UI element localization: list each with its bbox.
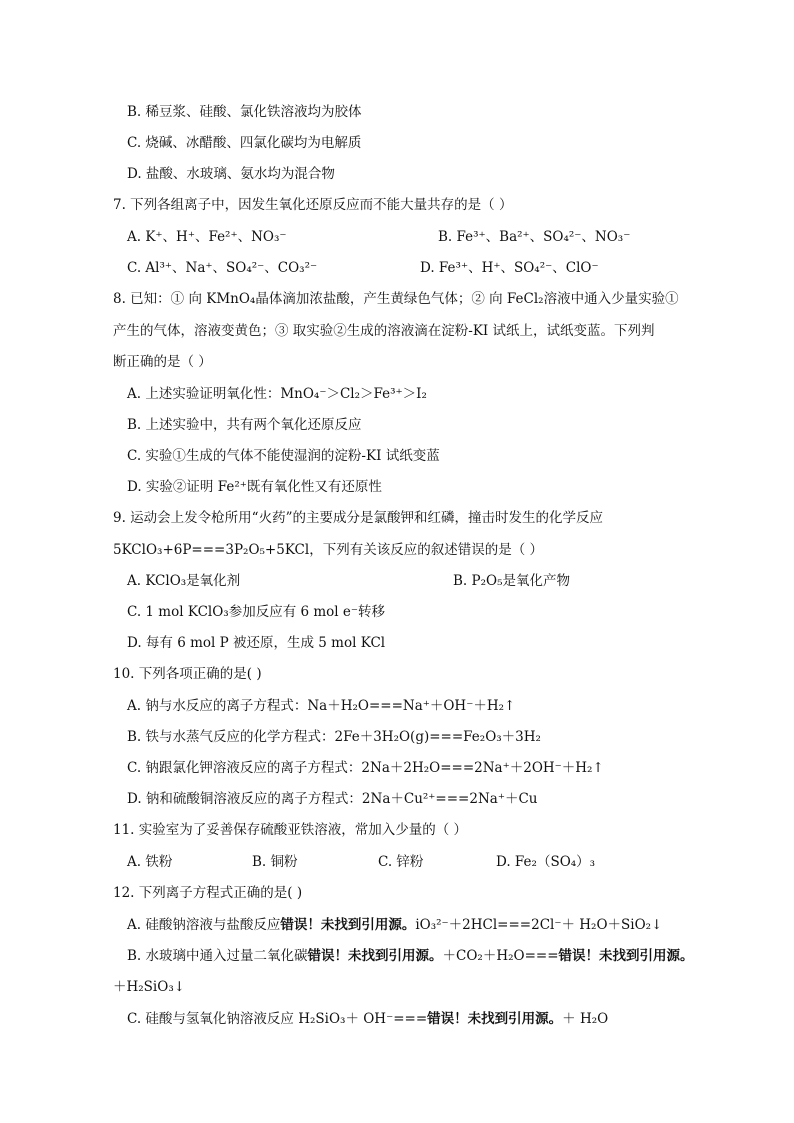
q8-option-b: B. 上述实验中，共有两个氧化还原反应 <box>127 417 362 433</box>
q10-stem: 10. 下列各项正确的是( ) <box>113 666 262 682</box>
q9-option-d: D. 每有 6 mol P 被还原，生成 5 mol KCl <box>127 635 386 651</box>
q12-option-b-text: B. 水玻璃中通入过量二氧化碳 <box>127 948 308 964</box>
q11-option-a: A. 铁粉 <box>127 854 173 870</box>
q11-option-c: C. 锌粉 <box>378 854 424 870</box>
q12-option-b-formula: ＋CO₂＋H₂O=== <box>442 948 559 964</box>
q12-option-c-error: 错误！未找到引用源。 <box>427 1011 563 1027</box>
q7-option-a: A. K⁺、H⁺、Fe²⁺、NO₃⁻ <box>127 229 287 245</box>
q9-option-c: C. 1 mol KClO₃参加反应有 6 mol e⁻转移 <box>127 604 386 620</box>
q8-stem-line2: 产生的气体，溶液变黄色；③ 取实验②生成的溶液滴在淀粉-KI 试纸上，试纸变蓝。下列判 <box>113 323 655 339</box>
q8-option-a: A. 上述实验证明氧化性：MnO₄⁻＞Cl₂＞Fe³⁺＞I₂ <box>127 386 427 402</box>
q9-option-b: B. P₂O₅是氧化产物 <box>453 573 570 589</box>
q12-option-a-error: 错误！未找到引用源。 <box>280 917 416 933</box>
q7-option-c: C. Al³⁺、Na⁺、SO₄²⁻、CO₃²⁻ <box>127 260 318 276</box>
q10-option-d: D. 钠和硫酸铜溶液反应的离子方程式：2Na＋Cu²⁺===2Na⁺＋Cu <box>127 791 538 807</box>
q11-option-b: B. 铜粉 <box>252 854 298 870</box>
q12-option-c-formula: ＋ H₂O <box>562 1011 609 1027</box>
q12-option-b-continuation: ＋H₂SiO₃↓ <box>113 979 186 995</box>
q8-stem-line1: 8. 已知：① 向 KMnO₄晶体滴加浓盐酸，产生黄绿色气体；② 向 FeCl₂溶液中通入少量实验① <box>113 291 679 307</box>
q9-option-a: A. KClO₃是氧化剂 <box>127 573 241 589</box>
q9-stem-line1: 9. 运动会上发令枪所用“火药”的主要成分是氯酸钾和红磷，撞击时发生的化学反应 <box>113 510 603 526</box>
q12-option-b-error-1: 错误！未找到引用源。 <box>307 948 443 964</box>
q8-option-c: C. 实验①生成的气体不能使湿润的淀粉-KI 试纸变蓝 <box>127 448 440 464</box>
q11-option-d: D. Fe₂（SO₄）₃ <box>496 854 596 870</box>
q6-option-c: C. 烧碱、冰醋酸、四氯化碳均为电解质 <box>127 135 362 151</box>
q12-stem: 12. 下列离子方程式正确的是( ) <box>113 885 303 901</box>
q12-option-c-text: C. 硅酸与氢氧化钠溶液反应 H₂SiO₃＋ OH⁻=== <box>127 1011 428 1027</box>
q9-stem-line2: 5KClO₃+6P===3P₂O₅+5KCl，下列有关该反应的叙述错误的是（ ） <box>113 542 543 558</box>
q7-stem: 7. 下列各组离子中，因发生氧化还原反应而不能大量共存的是（ ） <box>113 197 513 213</box>
q12-option-b-error-2: 错误！未找到引用源。 <box>558 948 694 964</box>
q12-option-c <box>127 1010 608 1028</box>
q6-option-d: D. 盐酸、水玻璃、氨水均为混合物 <box>127 166 335 182</box>
q12-option-b <box>127 947 694 965</box>
q10-option-a: A. 钠与水反应的离子方程式：Na＋H₂O===Na⁺＋OH⁻＋H₂↑ <box>127 698 516 714</box>
q10-option-c: C. 钠跟氯化钾溶液反应的离子方程式：2Na＋2H₂O===2Na⁺＋2OH⁻＋H₂↑ <box>127 760 604 776</box>
q12-option-a <box>127 916 662 934</box>
q12-option-a-formula: iO₃²⁻＋2HCl===2Cl⁻＋ H₂O＋SiO₂↓ <box>415 917 663 933</box>
q10-option-b: B. 铁与水蒸气反应的化学方程式：2Fe＋3H₂O(g)===Fe₂O₃＋3H₂ <box>127 729 541 745</box>
q11-stem: 11. 实验室为了妥善保存硫酸亚铁溶液，常加入少量的（ ） <box>113 822 468 838</box>
q12-option-a-text: A. 硅酸钠溶液与盐酸反应 <box>127 917 281 933</box>
q8-stem-line3: 断正确的是（ ） <box>113 354 212 370</box>
q8-option-d: D. 实验②证明 Fe²⁺既有氧化性又有还原性 <box>127 479 382 495</box>
q7-option-b: B. Fe³⁺、Ba²⁺、SO₄²⁻、NO₃⁻ <box>438 229 631 245</box>
q7-option-d: D. Fe³⁺、H⁺、SO₄²⁻、ClO⁻ <box>420 260 599 276</box>
q6-option-b: B. 稀豆浆、硅酸、氯化铁溶液均为胶体 <box>127 104 362 120</box>
